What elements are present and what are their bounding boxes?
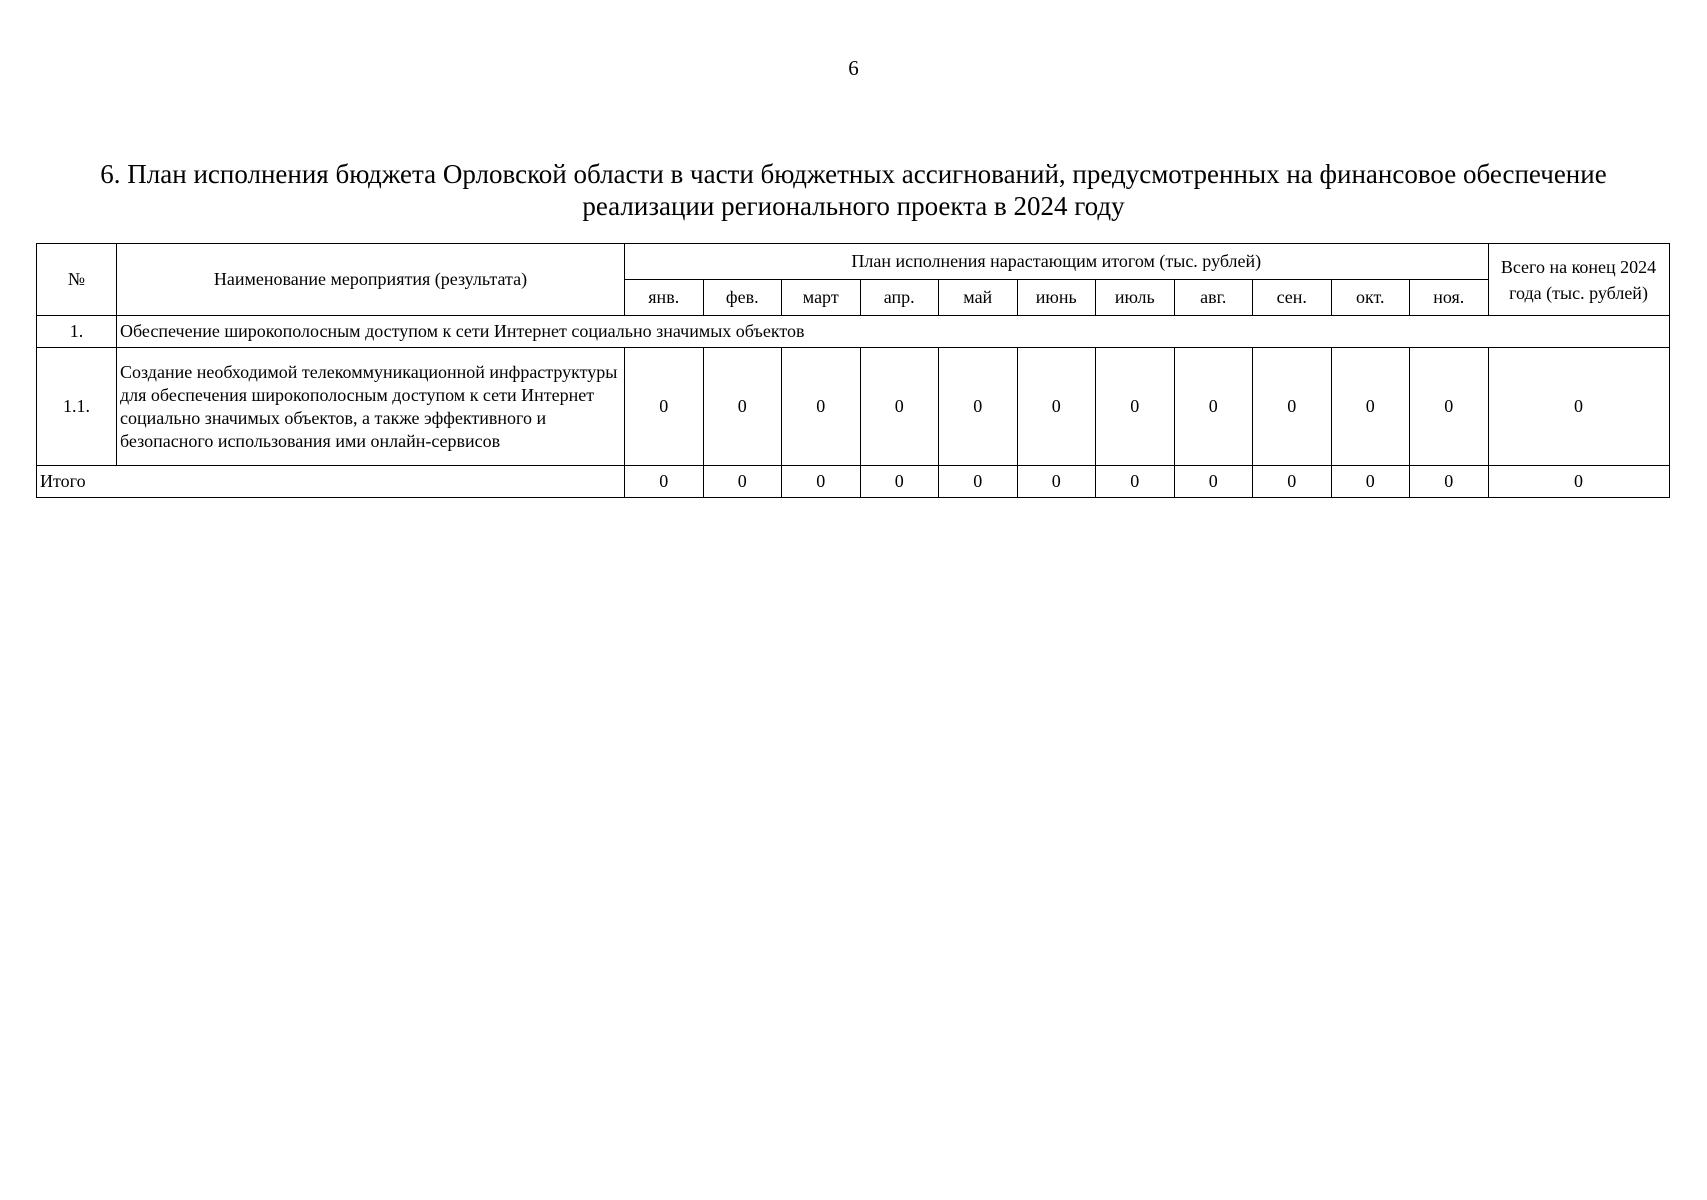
item-month-value: 0 (1331, 348, 1410, 466)
total-month-value: 0 (1096, 466, 1175, 498)
total-month-value: 0 (1017, 466, 1096, 498)
item-month-value: 0 (1096, 348, 1175, 466)
table-row-section (37, 316, 1670, 348)
item-month-value: 0 (625, 348, 704, 466)
header-month: авг. (1174, 280, 1253, 316)
total-month-value: 0 (703, 466, 782, 498)
table-row-total (37, 466, 1670, 498)
item-month-value: 0 (1253, 348, 1332, 466)
header-month: март (782, 280, 861, 316)
header-month: янв. (625, 280, 704, 316)
document-title-line-2: реализации регионального проекта в 2024 году (582, 191, 1125, 221)
table-row-item (37, 348, 1670, 466)
total-month-value: 0 (625, 466, 704, 498)
document-title-line-1: 6. План исполнения бюджета Орловской области в части бюджетных ассигнований, предусмотренных на финансовое обеспечение (100, 159, 1607, 189)
total-month-value: 0 (1253, 466, 1332, 498)
total-month-value: 0 (1174, 466, 1253, 498)
total-month-value: 0 (860, 466, 939, 498)
item-month-value: 0 (1174, 348, 1253, 466)
item-total-value: 0 (1488, 348, 1669, 466)
header-number: № (37, 244, 117, 316)
header-total: Всего на конец 2024 года (тыс. рублей) (1488, 244, 1669, 316)
grand-total-value: 0 (1488, 466, 1669, 498)
header-month: апр. (860, 280, 939, 316)
document-title (40, 158, 1667, 222)
section-name: Обеспечение широкополосным доступом к сети Интернет социально значимых объектов (117, 316, 1670, 348)
header-month: окт. (1331, 280, 1410, 316)
header-month: фев. (703, 280, 782, 316)
total-month-value: 0 (939, 466, 1018, 498)
header-month: июль (1096, 280, 1175, 316)
header-month: сен. (1253, 280, 1332, 316)
item-name: Создание необходимой телекоммуникационной инфраструктуры для обеспечения широкополосным доступом к сети Интернет социально значимых объектов, а также эффективного и безопасного использования ими онлайн-сервисов (117, 348, 625, 466)
item-month-value: 0 (860, 348, 939, 466)
total-month-value: 0 (782, 466, 861, 498)
section-number: 1. (37, 316, 117, 348)
header-month: ноя. (1410, 280, 1489, 316)
header-name: Наименование мероприятия (результата) (117, 244, 625, 316)
item-number: 1.1. (37, 348, 117, 466)
total-month-value: 0 (1410, 466, 1489, 498)
page-number: 6 (848, 56, 859, 80)
item-month-value: 0 (703, 348, 782, 466)
item-month-value: 0 (1410, 348, 1489, 466)
header-plan: План исполнения нарастающим итогом (тыс. рублей) (625, 244, 1489, 280)
total-label: Итого (37, 466, 625, 498)
header-month: июнь (1017, 280, 1096, 316)
header-month: май (939, 280, 1018, 316)
total-month-value: 0 (1331, 466, 1410, 498)
budget-plan-table (36, 243, 1670, 498)
item-month-value: 0 (782, 348, 861, 466)
item-month-value: 0 (1017, 348, 1096, 466)
header-row-1 (37, 244, 1670, 280)
item-month-value: 0 (939, 348, 1018, 466)
